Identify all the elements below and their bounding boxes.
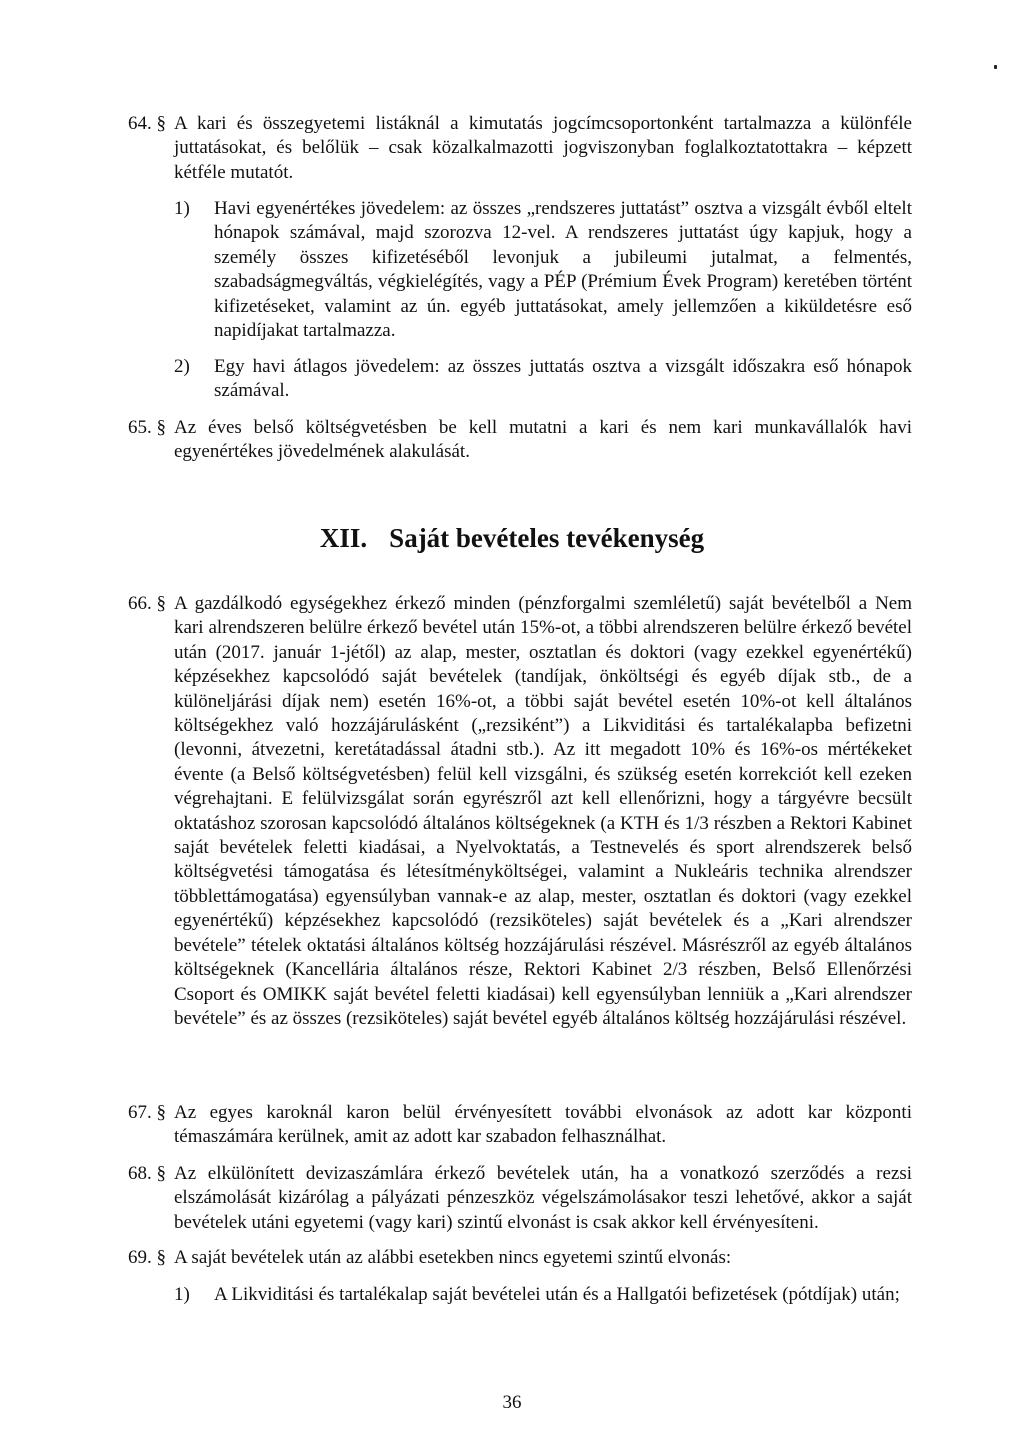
section-69-item-1 bbox=[174, 1283, 912, 1307]
item-number: 1) bbox=[174, 198, 190, 219]
item-text: Havi egyenértékes jövedelem: az összes „rendszeres juttatást” osztva a vizsgált évből eltelt hónapok számával, majd szorozva 12-vel. A rendszeres juttatást úgy kapjuk, hogy a személy összes kifizetéséből levonjuk a jubileumi jutalmat, a felmentés, szabadságmegváltás, végkielégítés, vagy a PÉP (Prémium Évek Program) keretében történt kifizetéseket, valamint az ún. egyéb juttatásokat, amely jellemzően a kiküldetésre eső napidíjakat tartalmazza. bbox=[214, 198, 912, 342]
chapter-heading bbox=[0, 522, 1024, 554]
item-number: 1) bbox=[174, 1284, 190, 1305]
section-number: 66. § bbox=[128, 593, 166, 614]
section-text: Az éves belső költségvetésben be kell mutatni a kari és nem kari munkavállalók havi egyenértékes jövedelmének alakulását. bbox=[174, 417, 912, 463]
section-66 bbox=[128, 592, 912, 1031]
section-64 bbox=[128, 112, 912, 185]
section-text: Az egyes karoknál karon belül érvényesített további elvonások az adott kar központi témaszámára kerülnek, amit az adott kar szabadon felhasználhat. bbox=[174, 1102, 912, 1148]
section-number: 64. § bbox=[128, 113, 166, 134]
section-number: 67. § bbox=[128, 1102, 166, 1123]
section-number: 68. § bbox=[128, 1163, 166, 1184]
section-64-item-1 bbox=[174, 197, 912, 343]
section-69 bbox=[128, 1246, 912, 1270]
item-number: 2) bbox=[174, 356, 190, 377]
section-number: 65. § bbox=[128, 417, 166, 438]
chapter-title: Saját bevételes tevékenység bbox=[389, 523, 705, 553]
section-67 bbox=[128, 1101, 912, 1150]
section-text: A gazdálkodó egységekhez érkező minden (pénzforgalmi szemléletű) saját bevételből a Nem kari alrendszeren belülre érkező bevétel után 15%-ot, a többi alrendszeren belülre érkező bevétel után (2017. január 1-jétől) az alap, mester, osztatlan és doktori (vagy ezekkel egyenértékű) képzésekhez kapcsolódó saját bevételek (tandíjak, önköltségi és egyéb díjak stb., de a különeljárási díjak nem) esetén 16%-ot, a többi saját bevétel esetén 10%-ot kell általános költségekhez való hozzájárulásként („rezsiként”) a Likviditási és tartalékalapba befizetni (levonni, átvezetni, keretátadással átadni stb.). Az itt megadott 10% és 16%-os mértékeket évente (a Belső költségvetésben) felül kell vizsgálni, és szükség esetén korrekciót kell ezeken végrehajtani. E felülvizsgálat során egyrészről azt kell ellenőrizni, hogy a tárgyévre becsült oktatáshoz szorosan kapcsolódó általános költségeknek (a KTH és 1/3 részben a Rektori Kabinet saját bevételek feletti kiadásai, a Nyelvoktatás, a Testnevelés és sport alrendszerek belső költségvetési támogatása és létesítményköltségei, valamint a Nukleáris technika alrendszer többlettámogatása) egyensúlyban vannak-e az alap, mester, osztatlan és doktori (vagy ezekkel egyenértékű) képzésekhez kapcsolódó (rezsiköteles) saját bevételek és a „Kari alrendszer bevétele” tételek oktatási általános költség hozzájárulási részével. Másrészről az egyéb általános költségeknek (Kancellária általános része, Rektori Kabinet 2/3 részben, Belső Ellenőrzési Csoport és OMIKK saját bevétel feletti kiadásai) kell egyensúlyban lenniük a „Kari alrendszer bevétele” és az összes (rezsiköteles) saját bevétel egyéb általános költség hozzájárulási részével. bbox=[174, 593, 912, 1029]
section-68 bbox=[128, 1162, 912, 1235]
section-number: 69. § bbox=[128, 1247, 166, 1268]
page-number: 36 bbox=[502, 1392, 522, 1413]
section-text: A kari és összegyetemi listáknál a kimutatás jogcímcsoportonként tartalmazza a különféle juttatásokat, és belőlük – csak közalkalmazotti jogviszonyban foglalkoztatottakra – képzett kétféle mutatót. bbox=[174, 113, 912, 183]
section-text: Az elkülönített devizaszámlára érkező bevételek után, ha a vonatkozó szerződés a rezsi elszámolását kizárólag a pályázati pénzeszköz végelszámolásakor teszi lehetővé, akkor a saját bevételek utáni egyetemi (vagy kari) szintű elvonást is csak akkor kell érvényesíteni. bbox=[174, 1163, 912, 1233]
item-text: A Likviditási és tartalékalap saját bevételei után és a Hallgatói befizetések (pótdíjak) után; bbox=[214, 1284, 900, 1305]
section-text: A saját bevételek után az alábbi esetekben nincs egyetemi szintű elvonás: bbox=[174, 1247, 732, 1268]
chapter-number: XII. bbox=[319, 523, 368, 553]
scan-speck bbox=[994, 65, 997, 69]
section-65 bbox=[128, 416, 912, 465]
section-64-item-2 bbox=[174, 355, 912, 404]
item-text: Egy havi átlagos jövedelem: az összes juttatás osztva a vizsgált időszakra eső hónapok számával. bbox=[214, 356, 912, 402]
